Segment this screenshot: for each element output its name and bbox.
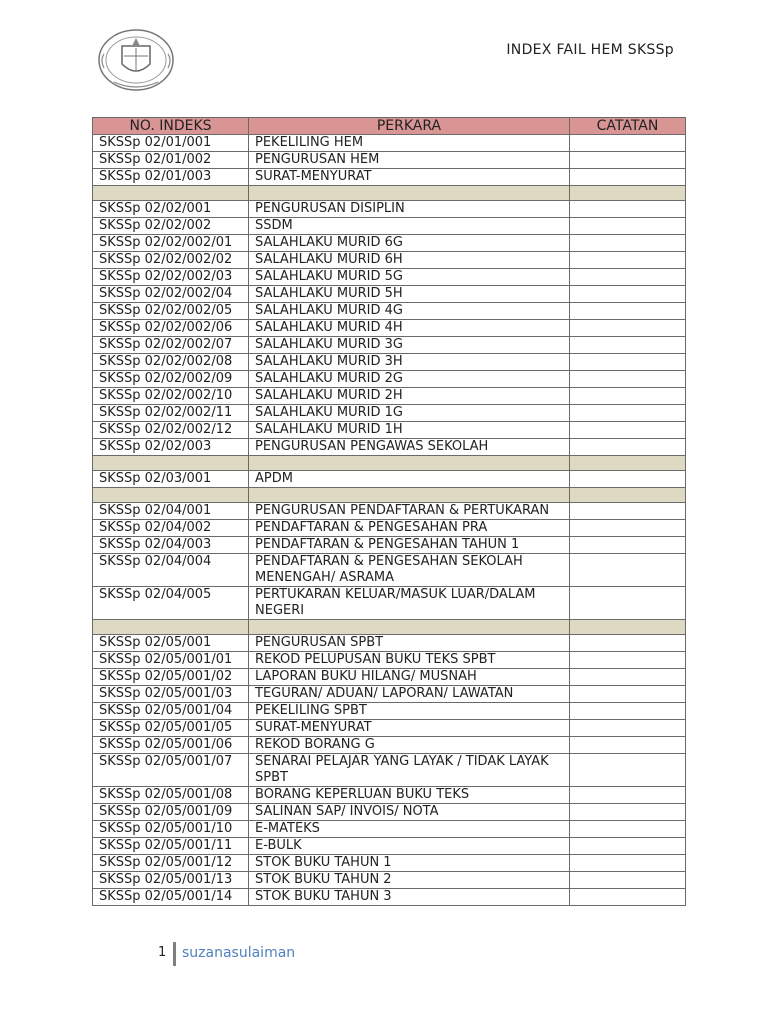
- table-row: [93, 269, 686, 286]
- footer-author: suzanasulaiman: [182, 945, 296, 961]
- cell-no-indeks: SKSSp 02/04/004: [93, 554, 249, 587]
- table-row: [93, 520, 686, 537]
- cell-catatan: [570, 201, 686, 218]
- table-row: [93, 872, 686, 889]
- cell-no-indeks: SKSSp 02/02/002/06: [93, 320, 249, 337]
- cell-no-indeks: SKSSp 02/02/002/01: [93, 235, 249, 252]
- cell-no-indeks: SKSSp 02/02/002/11: [93, 405, 249, 422]
- cell-perkara: SALINAN SAP/ INVOIS/ NOTA: [249, 804, 570, 821]
- cell-no-indeks: SKSSp 02/01/001: [93, 135, 249, 152]
- cell-perkara: PEKELILING SPBT: [249, 703, 570, 720]
- cell-no-indeks: SKSSp 02/05/001/04: [93, 703, 249, 720]
- cell-no-indeks: SKSSp 02/05/001/06: [93, 737, 249, 754]
- separator-cell: [93, 456, 249, 471]
- cell-catatan: [570, 669, 686, 686]
- cell-perkara: PERTUKARAN KELUAR/MASUK LUAR/DALAM NEGERI: [249, 587, 570, 620]
- cell-no-indeks: SKSSp 02/02/002/02: [93, 252, 249, 269]
- cell-perkara: STOK BUKU TAHUN 1: [249, 855, 570, 872]
- cell-catatan: [570, 652, 686, 669]
- cell-perkara: TEGURAN/ ADUAN/ LAPORAN/ LAWATAN: [249, 686, 570, 703]
- separator-cell: [93, 620, 249, 635]
- cell-catatan: [570, 686, 686, 703]
- table-row: [93, 889, 686, 906]
- cell-perkara: SALAHLAKU MURID 2G: [249, 371, 570, 388]
- cell-no-indeks: SKSSp 02/05/001/07: [93, 754, 249, 787]
- cell-catatan: [570, 804, 686, 821]
- document-header-title: INDEX FAIL HEM SKSSp: [506, 42, 674, 58]
- separator-cell: [570, 620, 686, 635]
- separator-cell: [93, 488, 249, 503]
- cell-no-indeks: SKSSp 02/02/001: [93, 201, 249, 218]
- table-row: [93, 554, 686, 587]
- cell-catatan: [570, 889, 686, 906]
- cell-no-indeks: SKSSp 02/02/002/04: [93, 286, 249, 303]
- table-row: [93, 537, 686, 554]
- cell-catatan: [570, 235, 686, 252]
- table-row: [93, 422, 686, 439]
- cell-perkara: PENGURUSAN DISIPLIN: [249, 201, 570, 218]
- table-row: [93, 838, 686, 855]
- cell-no-indeks: SKSSp 02/05/001/10: [93, 821, 249, 838]
- table-row: [93, 388, 686, 405]
- separator-cell: [249, 488, 570, 503]
- column-header-no-indeks: NO. INDEKS: [93, 118, 249, 135]
- cell-no-indeks: SKSSp 02/05/001/05: [93, 720, 249, 737]
- separator-cell: [570, 186, 686, 201]
- cell-perkara: SALAHLAKU MURID 1G: [249, 405, 570, 422]
- cell-perkara: STOK BUKU TAHUN 3: [249, 889, 570, 906]
- cell-perkara: E-BULK: [249, 838, 570, 855]
- cell-perkara: REKOD PELUPUSAN BUKU TEKS SPBT: [249, 652, 570, 669]
- table-row: [93, 439, 686, 456]
- cell-catatan: [570, 252, 686, 269]
- table-row: [93, 635, 686, 652]
- cell-perkara: REKOD BORANG G: [249, 737, 570, 754]
- table-row: [93, 252, 686, 269]
- cell-catatan: [570, 471, 686, 488]
- cell-catatan: [570, 720, 686, 737]
- table-row: [93, 135, 686, 152]
- cell-perkara: SALAHLAKU MURID 2H: [249, 388, 570, 405]
- cell-no-indeks: SKSSp 02/02/002/09: [93, 371, 249, 388]
- footer-divider: [173, 942, 176, 966]
- cell-catatan: [570, 439, 686, 456]
- cell-no-indeks: SKSSp 02/05/001/03: [93, 686, 249, 703]
- cell-catatan: [570, 703, 686, 720]
- cell-perkara: SALAHLAKU MURID 3G: [249, 337, 570, 354]
- table-body: [93, 135, 686, 906]
- cell-catatan: [570, 152, 686, 169]
- cell-perkara: SALAHLAKU MURID 5H: [249, 286, 570, 303]
- cell-perkara: APDM: [249, 471, 570, 488]
- cell-perkara: E-MATEKS: [249, 821, 570, 838]
- table-row: [93, 652, 686, 669]
- cell-perkara: LAPORAN BUKU HILANG/ MUSNAH: [249, 669, 570, 686]
- cell-perkara: SALAHLAKU MURID 6H: [249, 252, 570, 269]
- cell-catatan: [570, 754, 686, 787]
- cell-perkara: SURAT-MENYURAT: [249, 720, 570, 737]
- cell-no-indeks: SKSSp 02/04/005: [93, 587, 249, 620]
- cell-catatan: [570, 405, 686, 422]
- table-row: [93, 286, 686, 303]
- cell-catatan: [570, 787, 686, 804]
- cell-perkara: SALAHLAKU MURID 4H: [249, 320, 570, 337]
- column-header-perkara: PERKARA: [249, 118, 570, 135]
- cell-catatan: [570, 169, 686, 186]
- cell-perkara: PENGURUSAN SPBT: [249, 635, 570, 652]
- section-separator-row: [93, 456, 686, 471]
- table-row: [93, 669, 686, 686]
- section-separator-row: [93, 488, 686, 503]
- cell-catatan: [570, 554, 686, 587]
- cell-no-indeks: SKSSp 02/04/003: [93, 537, 249, 554]
- school-crest-icon: [96, 24, 176, 96]
- cell-catatan: [570, 422, 686, 439]
- cell-catatan: [570, 337, 686, 354]
- cell-perkara: STOK BUKU TAHUN 2: [249, 872, 570, 889]
- cell-perkara: SENARAI PELAJAR YANG LAYAK / TIDAK LAYAK SPBT: [249, 754, 570, 787]
- section-separator-row: [93, 620, 686, 635]
- table-row: [93, 152, 686, 169]
- table-row: [93, 587, 686, 620]
- cell-perkara: PENDAFTARAN & PENGESAHAN SEKOLAH MENENGAH/ ASRAMA: [249, 554, 570, 587]
- separator-cell: [249, 186, 570, 201]
- cell-no-indeks: SKSSp 02/01/003: [93, 169, 249, 186]
- cell-catatan: [570, 303, 686, 320]
- cell-no-indeks: SKSSp 02/02/002/08: [93, 354, 249, 371]
- cell-no-indeks: SKSSp 02/02/002/12: [93, 422, 249, 439]
- cell-perkara: SALAHLAKU MURID 4G: [249, 303, 570, 320]
- index-table: [92, 117, 686, 906]
- cell-perkara: SALAHLAKU MURID 3H: [249, 354, 570, 371]
- cell-catatan: [570, 537, 686, 554]
- table-row: [93, 471, 686, 488]
- table-row: [93, 201, 686, 218]
- cell-perkara: PENDAFTARAN & PENGESAHAN TAHUN 1: [249, 537, 570, 554]
- cell-perkara: PENGURUSAN HEM: [249, 152, 570, 169]
- separator-cell: [570, 456, 686, 471]
- cell-no-indeks: SKSSp 02/05/001/02: [93, 669, 249, 686]
- cell-catatan: [570, 371, 686, 388]
- cell-catatan: [570, 587, 686, 620]
- table-row: [93, 737, 686, 754]
- cell-no-indeks: SKSSp 02/02/002/03: [93, 269, 249, 286]
- table-row: [93, 337, 686, 354]
- cell-perkara: SALAHLAKU MURID 5G: [249, 269, 570, 286]
- cell-perkara: PENGURUSAN PENGAWAS SEKOLAH: [249, 439, 570, 456]
- section-separator-row: [93, 186, 686, 201]
- separator-cell: [249, 456, 570, 471]
- cell-no-indeks: SKSSp 02/03/001: [93, 471, 249, 488]
- table-row: [93, 703, 686, 720]
- table-row: [93, 855, 686, 872]
- table-row: [93, 303, 686, 320]
- cell-catatan: [570, 737, 686, 754]
- cell-catatan: [570, 135, 686, 152]
- cell-perkara: SSDM: [249, 218, 570, 235]
- cell-perkara: PEKELILING HEM: [249, 135, 570, 152]
- cell-no-indeks: SKSSp 02/01/002: [93, 152, 249, 169]
- table-row: [93, 320, 686, 337]
- cell-perkara: BORANG KEPERLUAN BUKU TEKS: [249, 787, 570, 804]
- table-row: [93, 686, 686, 703]
- cell-catatan: [570, 320, 686, 337]
- table-row: [93, 405, 686, 422]
- cell-no-indeks: SKSSp 02/02/002/07: [93, 337, 249, 354]
- table-row: [93, 503, 686, 520]
- table-row: [93, 787, 686, 804]
- cell-no-indeks: SKSSp 02/05/001/14: [93, 889, 249, 906]
- cell-catatan: [570, 354, 686, 371]
- cell-no-indeks: SKSSp 02/05/001: [93, 635, 249, 652]
- cell-perkara: SALAHLAKU MURID 6G: [249, 235, 570, 252]
- cell-no-indeks: SKSSp 02/05/001/08: [93, 787, 249, 804]
- table-row: [93, 754, 686, 787]
- cell-perkara: PENDAFTARAN & PENGESAHAN PRA: [249, 520, 570, 537]
- cell-perkara: PENGURUSAN PENDAFTARAN & PERTUKARAN: [249, 503, 570, 520]
- cell-catatan: [570, 218, 686, 235]
- table-row: [93, 804, 686, 821]
- cell-catatan: [570, 635, 686, 652]
- cell-catatan: [570, 520, 686, 537]
- cell-no-indeks: SKSSp 02/04/002: [93, 520, 249, 537]
- separator-cell: [93, 186, 249, 201]
- table-row: [93, 821, 686, 838]
- column-header-catatan: CATATAN: [570, 118, 686, 135]
- cell-no-indeks: SKSSp 02/02/002: [93, 218, 249, 235]
- table-row: [93, 354, 686, 371]
- cell-catatan: [570, 855, 686, 872]
- cell-catatan: [570, 388, 686, 405]
- cell-no-indeks: SKSSp 02/05/001/13: [93, 872, 249, 889]
- cell-perkara: SURAT-MENYURAT: [249, 169, 570, 186]
- cell-catatan: [570, 872, 686, 889]
- table-row: [93, 218, 686, 235]
- cell-catatan: [570, 269, 686, 286]
- table-row: [93, 235, 686, 252]
- cell-no-indeks: SKSSp 02/05/001/01: [93, 652, 249, 669]
- cell-perkara: SALAHLAKU MURID 1H: [249, 422, 570, 439]
- cell-catatan: [570, 821, 686, 838]
- cell-no-indeks: SKSSp 02/05/001/12: [93, 855, 249, 872]
- cell-catatan: [570, 838, 686, 855]
- cell-no-indeks: SKSSp 02/05/001/11: [93, 838, 249, 855]
- cell-no-indeks: SKSSp 02/05/001/09: [93, 804, 249, 821]
- cell-no-indeks: SKSSp 02/02/002/10: [93, 388, 249, 405]
- separator-cell: [249, 620, 570, 635]
- table-row: [93, 169, 686, 186]
- cell-catatan: [570, 286, 686, 303]
- separator-cell: [570, 488, 686, 503]
- page-number: 1: [158, 945, 167, 960]
- cell-no-indeks: SKSSp 02/04/001: [93, 503, 249, 520]
- table-header-row: [93, 118, 686, 135]
- table-row: [93, 720, 686, 737]
- cell-catatan: [570, 503, 686, 520]
- table-row: [93, 371, 686, 388]
- cell-no-indeks: SKSSp 02/02/003: [93, 439, 249, 456]
- cell-no-indeks: SKSSp 02/02/002/05: [93, 303, 249, 320]
